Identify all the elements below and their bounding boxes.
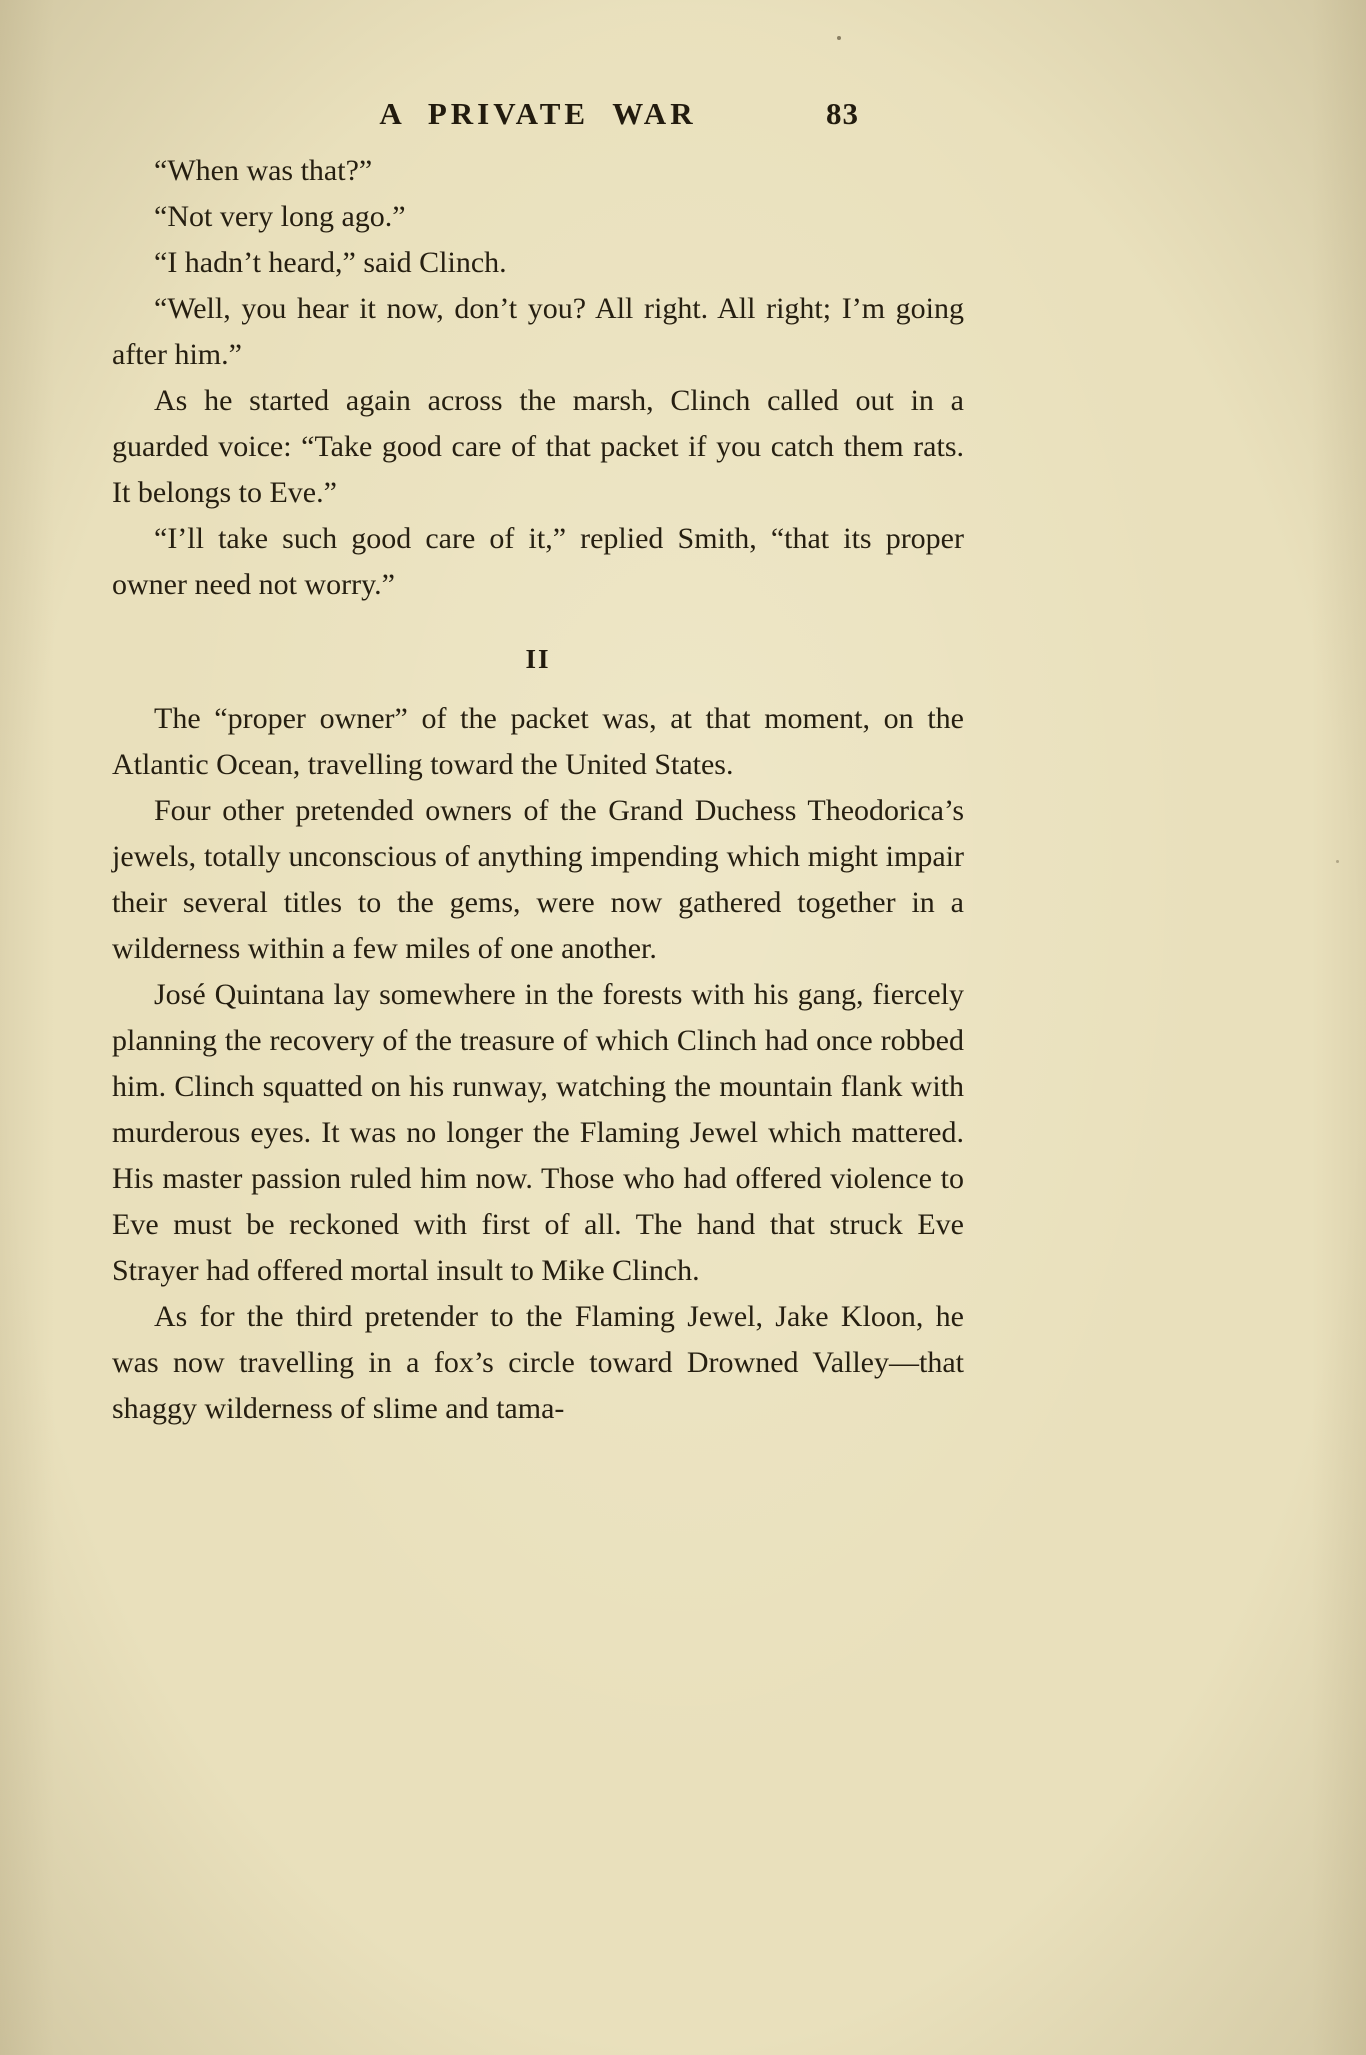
paragraph: “I hadn’t heard,” said Clinch. bbox=[154, 246, 507, 279]
scan-speck bbox=[1336, 860, 1339, 863]
page-text bbox=[112, 148, 964, 1432]
paragraph: José Quintana lay somewhere in the forests with his gang, fiercely planning the recovery of the treasure of which Clinch had once robbed him. Clinch squatted on his runway, watching the mountain flank with murderous eyes. It was no longer the Flaming Jewel which mattered. His master passion ruled him now. Those who had offered violence to Eve must be reckoned with first of all. The hand that struck Eve Strayer had offered mortal insult to Mike Clinch. bbox=[112, 978, 964, 1287]
paragraph: “Not very long ago.” bbox=[154, 200, 406, 233]
paragraph: As he started again across the marsh, Clinch called out in a guarded voice: “Take good care of that packet if you catch them rats. It belongs to Eve.” bbox=[112, 384, 964, 509]
paragraph: Four other pretended owners of the Grand Duchess Theodorica’s jewels, totally unconscious of anything impending which might impair their several titles to the gems, were now gathered together in a wilderness within a few miles of one another. bbox=[112, 794, 964, 965]
paragraph: As for the third pretender to the Flaming Jewel, Jake Kloon, he was now travelling in a fox’s circle toward Drowned Valley—that shaggy wilderness of slime and tama- bbox=[112, 1300, 964, 1425]
running-header-title: A PRIVATE WAR bbox=[379, 96, 697, 131]
running-header bbox=[112, 94, 964, 134]
paragraph: The “proper owner” of the packet was, at that moment, on the Atlantic Ocean, travelling toward the United States. bbox=[112, 702, 964, 781]
section-heading: II bbox=[525, 644, 551, 674]
page-number: 83 bbox=[826, 96, 859, 131]
paragraph: “When was that?” bbox=[154, 154, 373, 187]
paragraph: “Well, you hear it now, don’t you? All right. All right; I’m going after him.” bbox=[112, 292, 964, 371]
scan-speck bbox=[837, 36, 841, 40]
paragraph: “I’ll take such good care of it,” replied Smith, “that its proper owner need not worry.” bbox=[112, 522, 964, 601]
